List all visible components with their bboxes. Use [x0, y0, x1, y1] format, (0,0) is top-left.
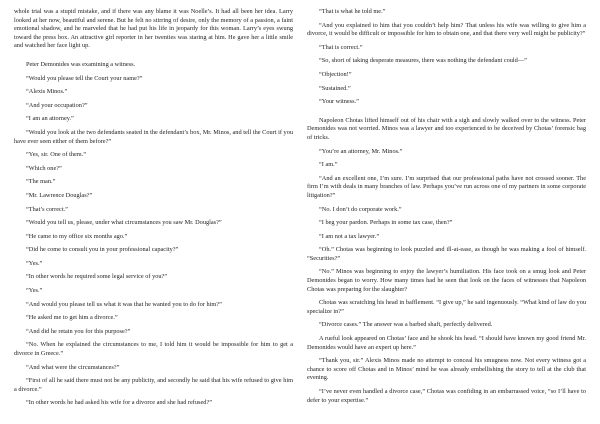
paragraph: “Would you tell us, please, under what circumstances you saw Mr. Douglas?” — [26, 219, 222, 227]
paragraph: “So, short of taking desperate measures, there was nothing the defendant could—” — [319, 57, 527, 65]
paragraph: “Yes, sir. One of them.” — [26, 151, 87, 159]
paragraph: “He asked me to get him a divorce.” — [26, 314, 118, 322]
paragraph: Peter Demonides was examining a witness. — [26, 60, 136, 68]
paragraph: “No. I don’t do corporate work.” — [319, 205, 402, 213]
paragraph: Chotas was scratching his head in bafflement. “I give up,” he said ingenuously. “What kind of law do you specialize in?” — [307, 299, 586, 315]
paragraph: “Sustained.” — [319, 84, 351, 92]
paragraph: “He came to my office six months ago.” — [26, 232, 128, 240]
paragraph: “Would you look at the two defendants seated in the defendant’s box, Mr. Minos, and tell the Court if you have ever seen either of them before?” — [14, 128, 293, 145]
paragraph: “First of all he said there must not be any publicity, and secondly he said that his wife refused to give him a divorce.” — [14, 377, 293, 393]
paragraph: “In other words he had asked his wife for a divorce and she had refused?” — [26, 399, 213, 407]
paragraph: “Would you please tell the Court your name?” — [26, 74, 143, 82]
paragraph: “You’re an attorney, Mr. Minos.” — [319, 147, 403, 155]
paragraph: “And your occupation?” — [26, 101, 88, 109]
right-column — [307, 8, 586, 424]
paragraph: “Divorce cases.” The answer was a barbed shaft, perfectly delivered. — [319, 321, 493, 329]
paragraph: “In other words he required some legal service of you?” — [26, 273, 168, 281]
paragraph: “Objection!” — [319, 70, 352, 78]
paragraph: “No. When he explained the circumstances to me, I told him it would be impossible for him to get a divorce in Greece.” — [14, 341, 293, 358]
paragraph: “That’s correct.” — [26, 205, 68, 213]
paragraph: whole trial was a stupid mistake, and if there was any blame it was Noelle’s. It had all been her idea. Larry looked at her now, beautiful and serene. But he felt no stirring of desire, only the memory of a passion, a faint emotional shadow, and he marveled that he had put his life in jeopardy for this woman. Larry’s eyes swung toward the press box. An attractive girl reporter in her twenties was staring at him. He gave her a little smile and watched her face light up. — [14, 8, 293, 50]
paragraph: “Did he come to consult you in your professional capacity?” — [26, 246, 179, 254]
paragraph: “And you explained to him that you couldn’t help him? That unless his wife was willing to give him a divorce, it would be difficult or impossible for him to obtain one, and that there very well might be publicity?” — [307, 21, 586, 38]
paragraph: “Yes.” — [26, 287, 43, 295]
paragraph: “That is correct.” — [319, 43, 363, 51]
paragraph: “No.” Minos was beginning to enjoy the lawyer’s humiliation. His face took on a smug look and Peter Demonides began to worry. How many times had he seen that look on the faces of witnesses that Napoleon Chotas was preparing for the slaughter? — [307, 268, 586, 293]
paragraph: “I am.” — [319, 161, 338, 169]
paragraph: “Oh.” Chotas was beginning to look puzzled and ill-at-ease, as though he was making a fool of himself. “Securities?” — [307, 246, 586, 262]
paragraph: “I am an attorney.” — [26, 115, 74, 123]
paragraph: Napoleon Chotas lifted himself out of his chair with a sigh and slowly walked over to the witness. Peter Demonides was not worried. Minos was a lawyer and too experienced to be deceived by Chotas’ forensic bag of tricks. — [307, 116, 586, 141]
paragraph: “Your witness.” — [319, 98, 359, 106]
paragraph: “And an excellent one, I’m sure. I’m surprised that our professional paths have not crossed sooner. The firm I’m with deals in many branches of law. Perhaps you’ve run across one of my partners in some corporate litigation?” — [307, 174, 586, 199]
left-column — [14, 8, 293, 424]
paragraph: “Mr. Lawrence Douglas?” — [26, 191, 93, 199]
paragraph: “And did he retain you for this purpose?” — [26, 327, 131, 335]
paragraph: “And would you please tell us what it was that he wanted you to do for him?” — [26, 300, 222, 308]
paragraph: “The man.” — [26, 178, 56, 186]
paragraph: “I am not a tax lawyer.” — [319, 232, 380, 240]
paragraph: “Which one?” — [26, 164, 62, 172]
paragraph: A rueful look appeared on Chotas’ face and he shook his head. “I should have known my good friend Mr. Demonides would have an expert up here.” — [307, 335, 586, 351]
paragraph: “Alexis Minos.” — [26, 88, 68, 96]
paragraph: “I’ve never even handled a divorce case,” Chotas was confiding in an embarrassed voice, “so I’ll have to defer to your expertise.” — [307, 388, 586, 404]
paragraph: “That is what he told me.” — [319, 8, 386, 15]
paragraph: “And what were the circumstances?” — [26, 363, 120, 371]
paragraph: “Thank you, sir.” Alexis Minos made no attempt to conceal his smugness now. Not every witness got a chance to score off Chotas and in Minos’ mind he was already embellishing the story to tell at the club that evening. — [307, 357, 586, 382]
paragraph: “Yes.” — [26, 259, 43, 267]
paragraph: “I beg your pardon. Perhaps in some tax case, then?” — [319, 219, 453, 227]
